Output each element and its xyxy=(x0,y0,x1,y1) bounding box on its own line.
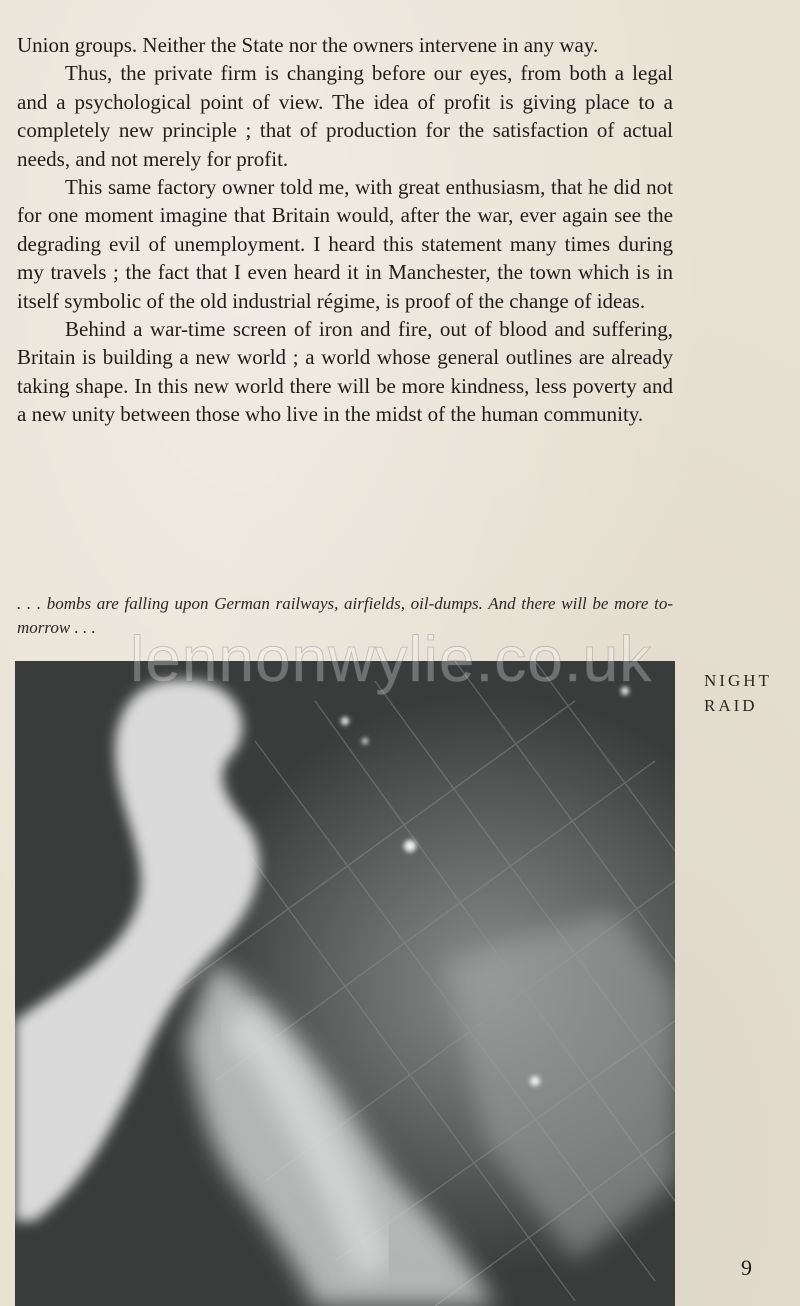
photo-caption: . . . bombs are falling upon German railways, airfields, oil-dumps. And there will be more to-morrow . . . xyxy=(17,594,673,637)
paragraph-1: Union groups. Neither the State nor the owners intervene in any way. xyxy=(17,33,599,57)
body-text xyxy=(17,31,673,429)
page-number: 9 xyxy=(741,1255,752,1280)
photo-side-title xyxy=(704,668,772,718)
paragraph-4: Behind a war-time screen of iron and fire, out of blood and suffering, Britain is building a new world ; a world whose general outlines are already taking shape. In this new world there will be more kindness, less poverty and a new unity between those who live in the midst of the human community. xyxy=(17,317,673,427)
aerial-photo-image xyxy=(15,661,675,1306)
side-title-line-2: RAID xyxy=(704,696,758,715)
watermark-text: lennonwylie.co.uk xyxy=(130,623,653,695)
paragraph-2: Thus, the private firm is changing before our eyes, from both a legal and a psychological point of view. The idea of profit is giving place to a completely new principle ; that of production for the satisfaction of actual needs, and not merely for profit. xyxy=(17,61,673,171)
side-title-line-1: NIGHT xyxy=(704,671,772,690)
night-raid-aerial-photo xyxy=(15,661,675,1306)
paragraph-3: This same factory owner told me, with great enthusiasm, that he did not for one moment imagine that Britain would, after the war, ever again see the degrading evil of unemployment. I heard this statement many times during my travels ; the fact that I even heard it in Manchester, the town which is in itself symbolic of the old industrial régime, is proof of the change of ideas. xyxy=(17,175,673,313)
